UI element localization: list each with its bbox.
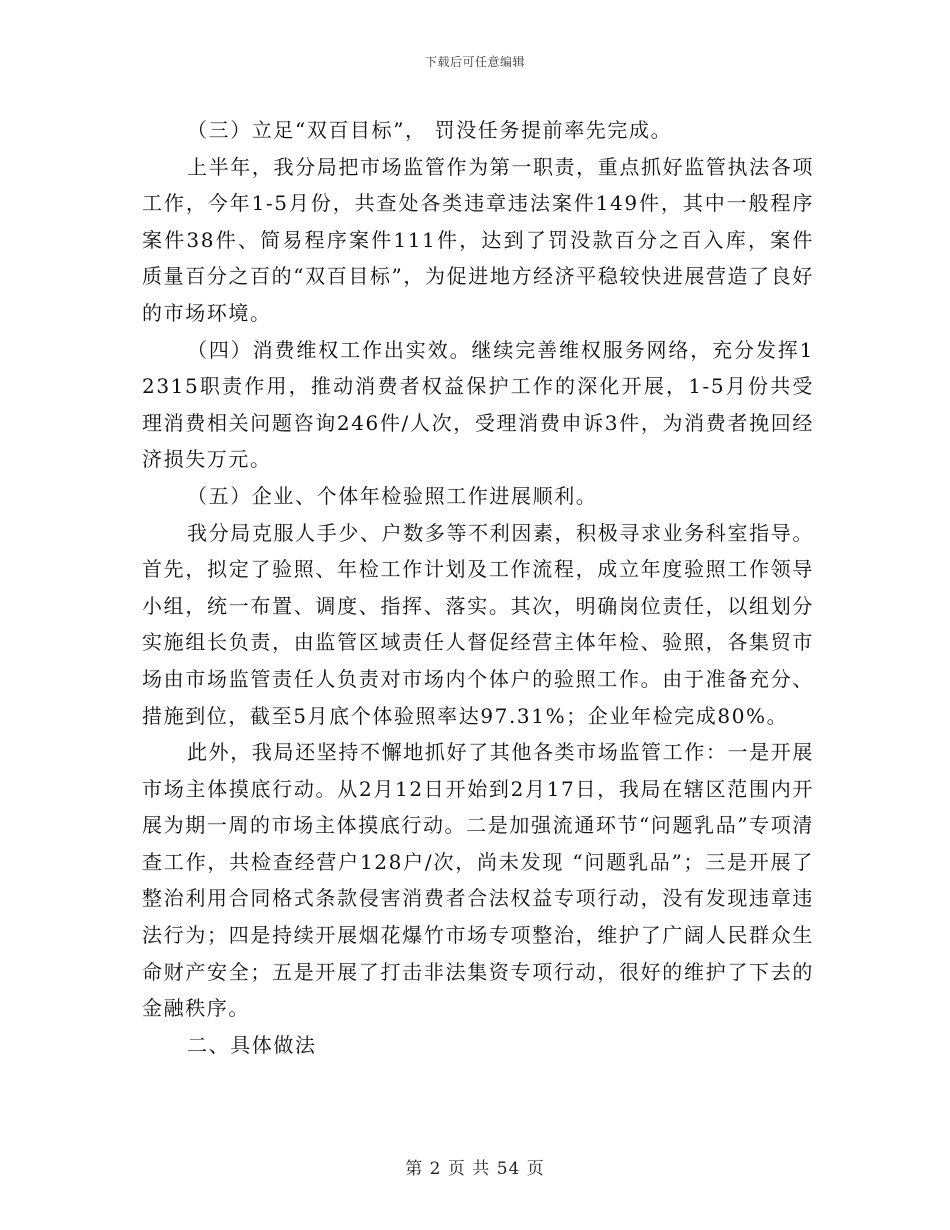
paragraph-law-enforcement: 上半年，我分局把市场监管作为第一职责，重点抓好监管执法各项工作，今年1-5月份，共查处各类违章违法案件149件，其中一般程序案件38件、简易程序案件111件，达到了罚没款百分之百入库，案件质量百分之百的“双百目标”，为促进地方经济平稳较快进展营造了良好的市场环境。 bbox=[142, 154, 814, 325]
page-header-note: 下载后可任意编辑 bbox=[424, 55, 525, 69]
paragraph-consumer-rights: （四）消费维权工作出实效。继续完善维权服务网络，充分发挥12315职责作用，推动消费者权益保护工作的深化开展，1-5月份共受理消费相关问题咨询246件/人次，受理消费申诉3件，为消费者挽回经济损失万元。 bbox=[142, 337, 814, 472]
section-heading-five: （五）企业、个体年检验照工作进展顺利。 bbox=[187, 483, 598, 508]
page-number-suffix: 页 bbox=[526, 1159, 545, 1179]
section-heading-specific-methods: 二、具体做法 bbox=[187, 1032, 317, 1057]
page-footer bbox=[0, 1154, 950, 1179]
page-number-current: 2 bbox=[429, 1159, 442, 1179]
section-heading-three: （三）立足“双百目标”， 罚没任务提前率先完成。 bbox=[187, 118, 673, 142]
paragraph-other-supervision: 此外，我局还坚持不懈地抓好了其他各类市场监管工作：一是开展市场主体摸底行动。从2月12日开始到2月17日，我局在辖区范围内开展为期一周的市场主体摸底行动。二是加强流通环节“问题乳品”专项清查工作，共检查经营户128户/次，尚未发现 “问题乳品”；三是开展了整治利用合同格式条款侵害消费者合法权益专项行动，没有发现违章违法行为；四是持续开展烟花爆竹市场专项整治，维护了广阔人民群众生命财产安全；五是开展了打击非法集资专项行动，很好的维护了下去的金融秩序。 bbox=[142, 740, 814, 1021]
page-number-prefix: 第 bbox=[405, 1159, 424, 1179]
paragraph-annual-inspection: 我分局克服人手少、户数多等不利因素，积极寻求业务科室指导。首先，拟定了验照、年检工作计划及工作流程，成立年度验照工作领导小组，统一布置、调度、指挥、落实。其次，明确岗位责任，以组划分实施组长负责，由监管区域责任人督促经营主体年检、验照，各集贸市场由市场监管责任人负责对市场内个体户的验照工作。由于准备充分、措施到位，截至5月底个体验照率达97.31%；企业年检完成80%。 bbox=[142, 520, 814, 728]
document-body bbox=[142, 112, 814, 1063]
page-number-total: 54 bbox=[496, 1159, 521, 1179]
page-number-middle: 页 共 bbox=[447, 1159, 491, 1179]
